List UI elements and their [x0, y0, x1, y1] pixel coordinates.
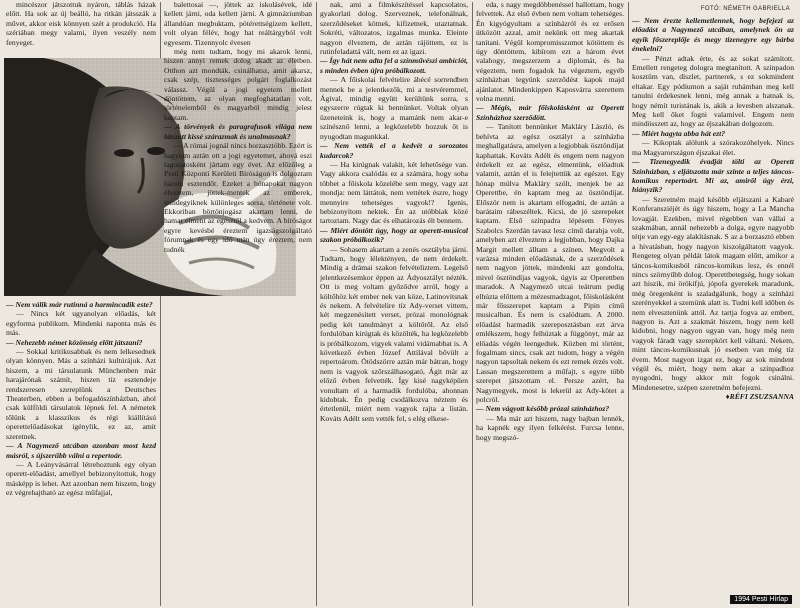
article-column-1-top: [6, 0, 156, 56]
interview-answer: — Ma már azt hiszem, nagy bajban lennék, ha kapnék egy ilyen felkérést. Furcsa lenne, hogy megszó-: [476, 413, 624, 442]
archive-stamp: 1994 Pesti Hírlap: [730, 595, 792, 604]
interview-answer: — Nincs két ugyanolyan előadás, két egyforma publikum. Mindenki naponta más és más.: [6, 309, 156, 338]
interview-answer: — Pénzt adtak érte, és az sokat számított. Emellett rengeteg dologra megtanított. A színpadon kosztüm van, díszlet, partnerek, s ez sokmindent eltakar. Egy pódiumon a saját ruhámban meg kell tanulni érdekesnek lenni, még annak a hatnak is, hogy némít turistának is, akik a levesben alszanak. Meg kell őket fogni valamivel. Engem nem mindösszett az, hogy az éjszakában dolgozom.: [632, 53, 794, 129]
interview-answer: eda, s nagy megdöbbenéssel hallottam, hogy felvettek. Az első évben nem voltam tehetséges. Én kigyógyultam a színházról és ez erősen ütközött azzal, amit nekünk ott meg akartak tanítani. Végül kompromisszumot kötöttem és úgy döntöttem, kibírom ezt a három évet valahogy, megszerzem a diplomát, és ha végeztem, nem fogadok ha végeztem, egyéb színházban legyünk szerződést kapok majd ajánlatot. Mindenkippen Kaposvárra szerettem volna menni.: [476, 0, 624, 104]
interview-question: — Nem válik már rutinná a harmincadik este?: [6, 300, 153, 309]
interview-question: — Miért döntött úgy, hogy az operett-musical szakon próbálkozik?: [320, 225, 468, 245]
article-column-1: [6, 300, 156, 608]
interview-question: — A Nagymező utcában azonban most kezd másról, s újszerűbb válni a repertoár.: [6, 441, 156, 460]
interview-question: — A törvények és paragrafusok világa nem látszott kissé szárazmak és unalmasnak?: [164, 122, 312, 141]
interview-answer: — Szeretném majd később eljátszani a Kabaré Konferansziéjét és úgy hiszem, hogy a La Mancha lovagját. Ezekben, mivel régebben van vállai a szakmában, annál nehezebb a dolga, egyre nagyobb tétje van egy-egy alakításnak. S az a borzasztó ebben a hivatásban, hogy nagyon kiszolgáltatott vagyok. Rengeteg olyan példát látok magam előtt, amikor a táncos-komikusból ráncos-komikus lesz, és ennél nincs szörnyűbb dolog. Operettbetegség, hogy sokan azt hiszik, mi örökifjú, jópofa gyerekek maradunk, még öregenként is szaladgálunk, hogy a színházi szerényekkel a szemünk alatt is. Tudni kell időben és nem elvesztenünk attól. Az tartja fogva az embert, nagyon is. Azt a szakmát hiszem, hogy nem kell kidobni, hogy nagyon ugyan van, hogy még nem vagyok fáradt vagy szerepkört kell váltani. Nekem, mint táncos-komikusnak jó esetben van még tíz évem. Most nagyon izgat ez, hogy az sok mindent végül és, miért, hogy nem akar a színpadhoz nyugodni, hogy akkor mit fogok csinálni. Mindenesetre, szépen szeretném befejezni.: [632, 194, 794, 392]
interview-answer: — A főiskolai felvételire ábécé sorrendben mennek be a jelentkezők, mi a testvéremmel, Ágival, mindig együtt kerültünk sorra, s egyszerre rúgtak ki bennünket. Voltak olyan üzeneteink is, hogy a mamánk nem akar-e színésznő lenni, a legközelebb hozzuk őt is nyugodtan magunkkal.: [320, 75, 468, 141]
article-column-3: [320, 0, 468, 608]
interview-question: — Miért hagyta abba hát ezt?: [632, 128, 726, 138]
interview-answer: — Ha kirúgnak valakit, két lehetősége van. Vagy akkora csalódás ez a számára, hogy soha többet a főiskola közelébe sem megy, vagy azt mondja: nem láttátok, nem vettétek észre, hogy mennyire tehetséges vagyok!? Igenis, bebizonyítom nektek. Én az utóbbiak közé tartoztam. Nagy dac és elhatározás élt bennem.: [320, 159, 468, 226]
interview-answer: — Tanított bennünket Makláry László, és behívta az egész osztályt a színházba meghallgatásra, amelyen a legjobbak ösztöndíjat kaphattak. Kováts Adélt és engem nem nagyon érdekelt ez az egész, elmentünk, előadtuk valamit, aztán el is felejtettük az egészet. Egy hónap múlva Makláry szólt, menjek be az Operettbe, én kaptam meg az ösztöndíjat. Először nem is akartam elfogadni, de aztán a barátaim rábeszéltek. Kicsi, de jó szerepeket kaptam. Első színpadra lépésem Fényes Szabolcs Szerdán tavasz lesz című darabja volt, amelyben azt élveztem a legjobban, hogy Dajka Margit mellett álltam a színen. Megvolt a varázsa minden előadásnak, de a szerződések nem nagyon jöttek, mindenki azt gondolta, mivel ösztöndíjas vagyok, úgyis az Operettben maradok. A Nagymező utcai teátrum pedig elhúzta előttem a mézesmadzagot, főiskolásként már fősszerepet kaptam a Pipin című musicalban. És nem is csalódtam. A 2000. előadást harmadik szereposztásban ezt árva emlékszem, hogy felhúztak a függönyt, már az előadás végén leengedtek. Közben mi történt, fogalmam sincs, csak azt tudom, hogy a végén nagyon tapsoltak nekem és ezt remek érzés volt. Lassan megszerettem a műfajt, s egyre több szerepet játszottam el. Persze azért, ha Nagymegyek, most is lekerül az Ady-kötet a polcról.: [476, 122, 624, 405]
article-column-5: [632, 16, 794, 608]
interview-answer: még nem tudtam, hogy mi akarok lenni, hiszen annyi remek dolog akadt az életben. Otthon azt mondták, csinálhatsz, amit akarsz, csak szép, tisztességes polgári foglalkozást válassz. Végül a jogi egyetem mellett döntöttem, az olyan megfoghatatlan volt, történelemből és magyarból mindig jelest kaptam.: [164, 47, 312, 122]
article-column-4: [476, 0, 624, 608]
interview-answer: — A Leányvásárral létrehoztunk egy olyan operett-előadást, amellyel bebizonyítottuk, hogy másképp is lehet. Azt azonban nem hiszem, hogy ez végrehajtható az egész műfajjal,: [6, 459, 156, 498]
interview-question: — Nem érezte kellemetlennek, hogy befejezi az előadást a Nagymező utcában, amelynek ön az egyik főszereplője és megy tizenegyre egy bárba énekelni?: [632, 16, 794, 54]
interview-question: — Nem vágyott később prózai színházhoz?: [476, 404, 610, 414]
column-rule: [316, 2, 317, 606]
photo-credit: FOTÓ: NÉMETH GABRIELLA: [700, 6, 790, 12]
interview-answer: — Sohasem akartam a zenés osztályba járni. Tudtam, hogy lélektényen, de nem érdekelt. Mindig a drámai szakon felvételiztem. Legelső jelentkezésemkor éppen az Ádyosztályt nézték. Ott is meg voltam győződve arról, hogy a költőhöz két ember nek van köze, Latinovitsnak és nekem. A felvételire tíz Ady-verset vittem, két megzenésített verset, prózai monológnak pedig két tanulmányt a költőről. Az első fordulóban kirúgtak és közölték, ha legközelebb is próbálkozom, vigyek valami vidámabbat is. A következő évben József Attilával bővült a repertoárom. Ötödszörre aztán már bátran, hogy nem is vagyok szőrszálhasogató, Ágit már az előző évben felvették. Így kisé nagyképűen vonultam el a harmadik fordulóba, ahonnan kidobtak. Én pedig csodálkozva néztem és értetlenül, miért nem vagyok rajta a listán. Kováts Adélt sem vették fel, s elég elkese-: [320, 244, 468, 423]
interview-answer: mincészor játszottuk nyáron, táblás házak előtt. Ha sok az új beálló, ha ritkán játsszák a művet, akkor eisk könnyen szét a produkció. Ha szériában megy valami, ilyen veszély nem fenyeget.: [6, 0, 156, 47]
column-rule: [628, 2, 629, 606]
interview-answer: balettosai —, jöttek az iskolásévek, idé kellett járni, oda kellett járni. A gimnáziumban állandóan megbuktam, pótérettségizem kellett, volt olyan félév, hogy hat reáltárgyból volt egyesem. Tizennyolc évesen: [164, 0, 312, 47]
interview-question: — Nehezebb német közönség előtt játszani?: [6, 337, 143, 347]
column-rule: [472, 2, 473, 606]
interview-question: — Nem vették el a kedvét a sorozatos kudarcok?: [320, 141, 468, 160]
interview-answer: nak, ami a filmkészítéssel kapcsolatos, gyakorlati dolog. Szerveznek, telefonálnak, szerződéseket kötnek, kifizetnek, utaztatnak. Sokréti, változatos, izgalmas munka. Eleinte nagyon élveztem, de aztán rájöttem, ez is rutinfeladattá vált, nem ez az igazi.: [320, 0, 468, 57]
article-column-2: [164, 0, 312, 608]
author-byline: ♦RÉFI ZSUZSANNA: [725, 392, 794, 402]
interview-answer: — Sokkal kritikusabbak és nem lelkesednek olyan könnyen. Más a színházi kultúrájuk. Azt hiszem, a mi társulatunk Münchenben már harajárónak számít, hiszen tíz esztendeje rendszeresen szereplünk a Deutsches Theaterben, ebben a befogadószínházban, ahol csak külföldi társulatok lépnek fel. A németek tőlünk a klasszikus és régi kiállítású operettelőadásokat igénylik, ez az, amit szeretnek.: [6, 347, 156, 441]
interview-answer: — A római jognál nincs borzasztóbb. Ezért is hagytam aztán ott a jogi egyetemet, ahová eszi tagozatosként jártam egy évet. Az előzőleg a Pesti Központi Kerületi Bíróságon is dolgoztam három esztendőt. Ezeket a hónapokat nagyon élveztem, jöttek-mentek az emberek, mindegyiknek különleges sorsa, története volt. Ekkoriban börtönjogász akartam lenni, de hamar elment az egésztől a kedvem. A bíróságot egyre kevésbé éreztem igazságszolgáltató fórumnak és egy idő után úgy éreztem, nem tudnék: [164, 141, 312, 254]
interview-question: — Mégis, már főiskolásként az Operett Színházhoz szerződött.: [476, 103, 624, 122]
interview-question: — Tizenegyedik évadját tölti az Operett Színházban, s eljátszotta már szinte a teljes táncos-komikus repertoárt. Mi az, amiről úgy érzi, hiányzik?: [632, 157, 794, 195]
interview-question: — Így hát nem adta fel a színművészi ambíciót, s minden évben újra próbálkozott.: [320, 56, 468, 75]
interview-answer: — Kikoptak alólunk a szórakozóhelyek. Nincs ma Magyarországon éjszakai élet.: [632, 138, 794, 157]
